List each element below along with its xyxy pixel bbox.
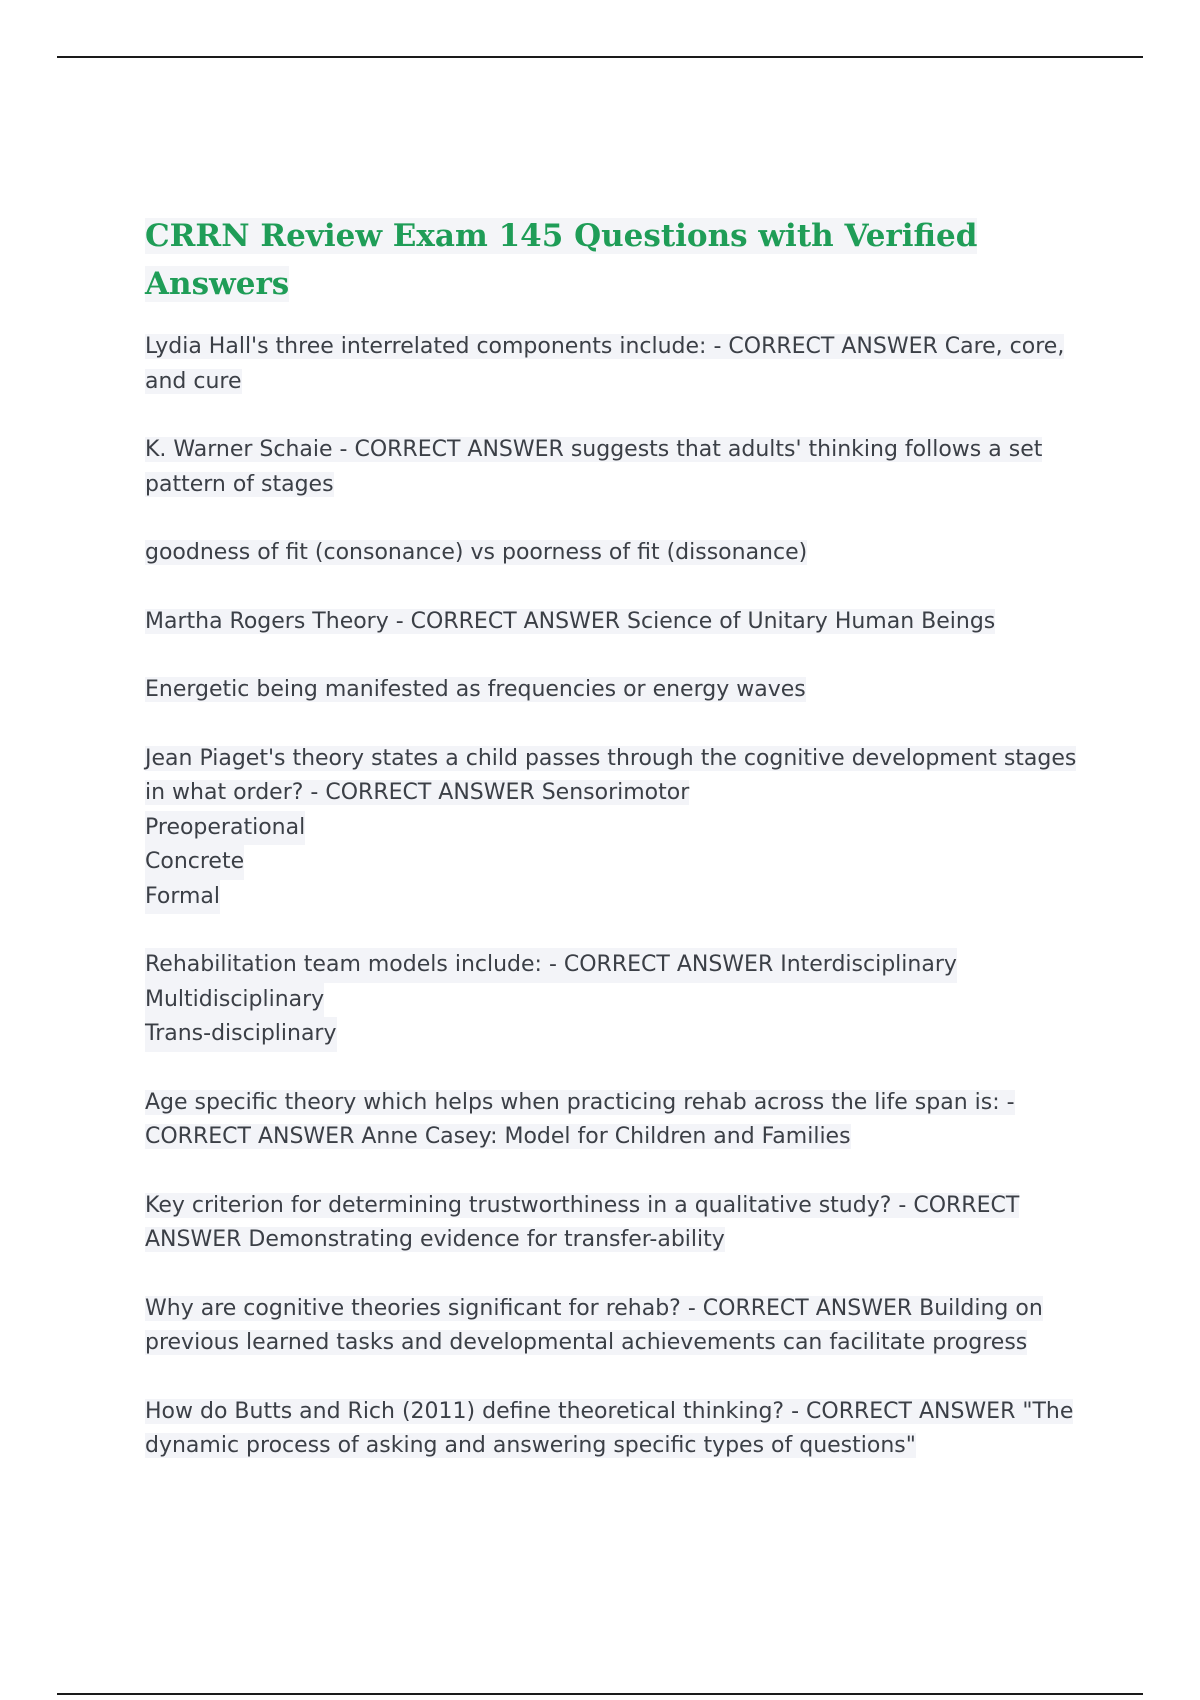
qa-item [145,536,1085,571]
qa-answer-line: Formal [145,880,220,915]
document-title-text: CRRN Review Exam 145 Questions with Verified Answers [145,218,978,302]
qa-item [145,330,1085,399]
qa-item-text: Age specific theory which helps when practicing rehab across the life span is: - CORRECT ANSWER Anne Casey: Model for Children and Families [145,1089,1015,1149]
qa-item-text: Martha Rogers Theory - CORRECT ANSWER Science of Unitary Human Beings [145,608,996,634]
qa-item [145,948,1085,1052]
header-rule [57,56,1143,58]
qa-item [145,1395,1085,1464]
qa-item [145,433,1085,502]
document-title [145,212,1085,308]
qa-item-text: goodness of fit (consonance) vs poorness of fit (dissonance) [145,540,808,565]
qa-item-text: Why are cognitive theories significant for rehab? - CORRECT ANSWER Building on previous learned tasks and developmental achievements can facilitate progress [145,1295,1043,1355]
qa-item [145,1086,1085,1155]
qa-item-text: Jean Piaget's theory states a child passes through the cognitive development stages in what order? - CORRECT ANSWER Sensorimotor [145,745,1077,805]
qa-item-text: Rehabilitation team models include: - CORRECT ANSWER Interdisciplinary [145,948,957,983]
qa-item [145,673,1085,708]
qa-item-text: How do Butts and Rich (2011) define theoretical thinking? - CORRECT ANSWER "The dynamic process of asking and answering specific types of questions" [145,1398,1074,1458]
qa-item [145,1189,1085,1258]
qa-item [145,605,1085,640]
qa-item-text: Energetic being manifested as frequencies or energy waves [145,677,806,702]
qa-answer-line: Preoperational [145,811,305,846]
qa-answer-line: Trans-disciplinary [145,1017,337,1052]
qa-item [145,742,1085,915]
qa-item [145,1292,1085,1361]
footer-rule [57,1693,1143,1695]
qa-item-text: K. Warner Schaie - CORRECT ANSWER suggests that adults' thinking follows a set pattern of stages [145,437,1043,497]
qa-answer-line: Multidisciplinary [145,983,324,1018]
qa-item-text: Lydia Hall's three interrelated components include: - CORRECT ANSWER Care, core, and cure [145,334,1065,394]
qa-item-text: Key criterion for determining trustworthiness in a qualitative study? - CORRECT ANSWER Demonstrating evidence for transfer-ability [145,1192,1020,1252]
document-body [145,212,1085,1498]
qa-answer-line: Concrete [145,845,244,880]
